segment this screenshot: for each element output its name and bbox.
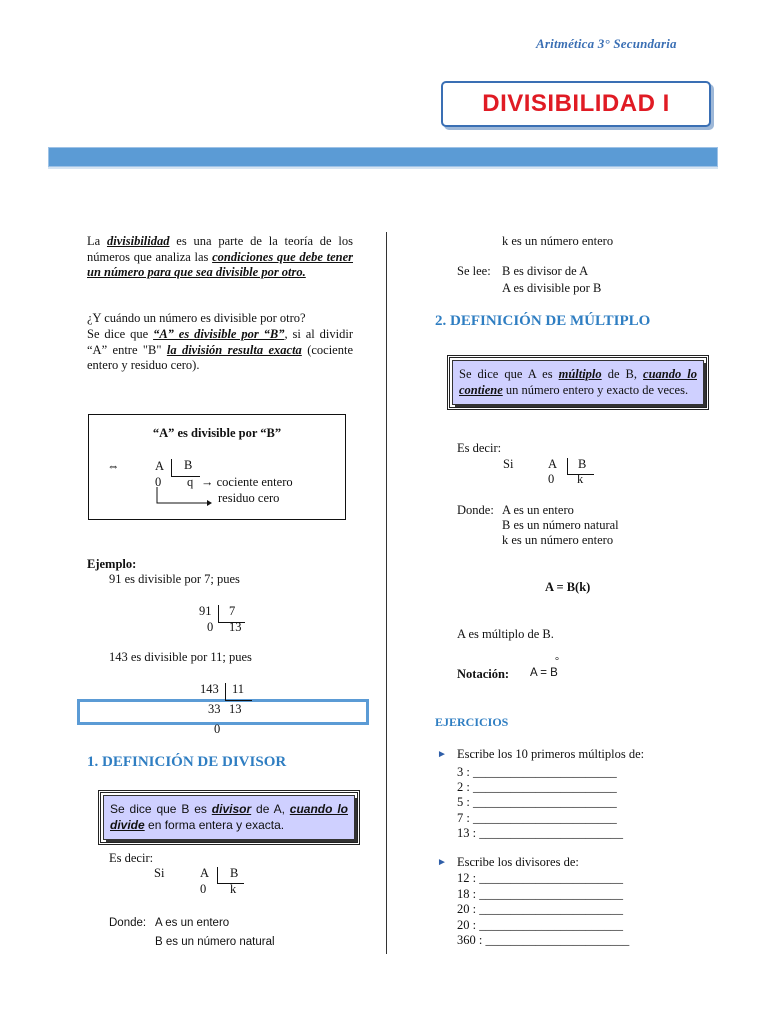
intro-paragraph: La divisibilidad es una parte de la teoría de los números que analiza las condiciones que debe tener un número para que sea divisible por otro. <box>87 234 353 279</box>
list-item: 3 : _______________________ <box>457 765 617 779</box>
se-lee-1: B es divisor de A <box>502 264 589 278</box>
multiplo-statement: A es múltiplo de B. <box>457 627 554 641</box>
exercise-2-list <box>457 871 629 949</box>
se-lee-2: A es divisible por B <box>502 281 602 295</box>
divisor-donde-1: A es un entero <box>155 917 230 929</box>
definition-paragraph: Se dice que “A” es divisible por “B”, si al dividir “A” entre "B" la división resulta exacta (cociente entero y residuo cero). <box>87 327 353 372</box>
bullet-icon: ► <box>437 857 447 868</box>
multiplo-si: Si <box>503 457 514 471</box>
divisor-b: B <box>230 866 239 880</box>
course-subtitle: Aritmética 3° Secundaria <box>536 36 677 51</box>
multiplo-es-decir: Es decir: <box>457 441 502 455</box>
remainder-note: residuo cero <box>218 491 280 505</box>
example1-divisor: 7 <box>229 604 236 618</box>
list-item: 20 : _______________________ <box>457 917 623 932</box>
example-line-1: 91 es divisible por 7; pues <box>109 572 240 586</box>
divisor-label: B <box>184 458 193 472</box>
quotient-note: → cociente entero <box>201 475 293 489</box>
bullet-icon: ► <box>437 749 447 760</box>
divisor-donde: Donde: <box>109 917 147 929</box>
exercise-1-prompt: Escribe los 10 primeros múltiplos de: <box>457 747 645 761</box>
divisor-a: A <box>200 866 210 880</box>
exercise-1-list <box>457 765 623 841</box>
notacion-circle-mark: ° <box>555 656 559 667</box>
example-line-2: 143 es divisible por 11; pues <box>109 650 252 664</box>
list-item: 360 : _______________________ <box>457 933 630 948</box>
multiplo-definition-box: Se dice que A es múltiplo de B, cuando lo contiene un número entero y exacto de veces. <box>452 360 704 405</box>
example-label: Ejemplo: <box>87 557 137 571</box>
column-divider <box>386 232 387 954</box>
conditions-text: condiciones que debe tener un número para que sea divisible por otro. <box>87 249 353 279</box>
example2-quotient: 13 <box>229 702 242 716</box>
highlight-row <box>77 699 369 725</box>
multiplo-k: k <box>577 472 584 486</box>
multiplo-donde-1: A es un entero <box>502 503 574 517</box>
question-text: ¿Y cuándo un número es divisible por otro? <box>87 311 306 325</box>
remainder-arrow-icon <box>155 487 213 509</box>
title-box <box>441 81 711 127</box>
header-divider-bar <box>48 147 718 167</box>
se-lee-label: Se lee: <box>457 264 491 278</box>
example2-divisor: 11 <box>232 682 245 696</box>
list-item: 18 : _______________________ <box>457 886 623 901</box>
list-item: 13 : _______________________ <box>457 825 623 840</box>
multiplo-heading: 2. DEFINICIÓN DE MÚLTIPLO <box>435 313 651 329</box>
list-item: 12 : _______________________ <box>457 871 623 885</box>
list-item: 5 : _______________________ <box>457 795 617 810</box>
list-item: 2 : _______________________ <box>457 780 617 795</box>
divisor-donde-2: B es un número natural <box>155 936 275 948</box>
example1-quotient: 13 <box>229 620 242 634</box>
list-item: 7 : _______________________ <box>457 810 617 825</box>
page-title: DIVISIBILIDAD I <box>482 90 670 117</box>
divisor-es-decir: Es decir: <box>109 851 154 865</box>
list-item: 20 : _______________________ <box>457 902 623 917</box>
exercise-2-prompt: Escribe los divisores de: <box>457 855 579 869</box>
notacion-label: Notación: <box>457 667 510 681</box>
multiplo-donde-2: B es un número natural <box>502 518 619 532</box>
divisor-zero: 0 <box>200 882 207 896</box>
quotient-label: q <box>187 475 194 489</box>
multiplo-a: A <box>548 457 558 471</box>
box-title: “A” es divisible por “B” <box>152 426 282 440</box>
example2-step: 33 <box>208 702 221 716</box>
divisibility-box <box>88 414 346 520</box>
multiplo-b: B <box>578 457 587 471</box>
remainder-label: 0 <box>155 475 162 489</box>
multiplo-donde-3: k es un número entero <box>502 533 614 547</box>
example1-remainder: 0 <box>207 620 214 634</box>
notacion-expression: A = B <box>530 667 558 679</box>
divisor-definition-box: Se dice que B es divisor de A, cuando lo divide en forma entera y exacta. <box>103 795 355 840</box>
divisor-heading: 1. DEFINICIÓN DE DIVISOR <box>87 754 287 770</box>
k-integer-line: k es un número entero <box>502 234 614 248</box>
divisor-si: Si <box>154 866 165 880</box>
example2-dividend: 143 <box>200 682 219 696</box>
multiplo-zero: 0 <box>548 472 555 486</box>
multiplo-formula: A = B(k) <box>545 580 591 594</box>
ejercicios-heading: EJERCICIOS <box>435 715 509 729</box>
divisor-k: k <box>230 882 237 896</box>
term-divisibilidad: divisibilidad <box>106 234 170 248</box>
dividend-label: A <box>155 459 165 473</box>
equivalence-icon: ⇔ <box>107 459 120 473</box>
example1-dividend: 91 <box>199 604 212 618</box>
example2-remainder: 0 <box>214 722 221 736</box>
multiplo-donde: Donde: <box>457 503 494 517</box>
